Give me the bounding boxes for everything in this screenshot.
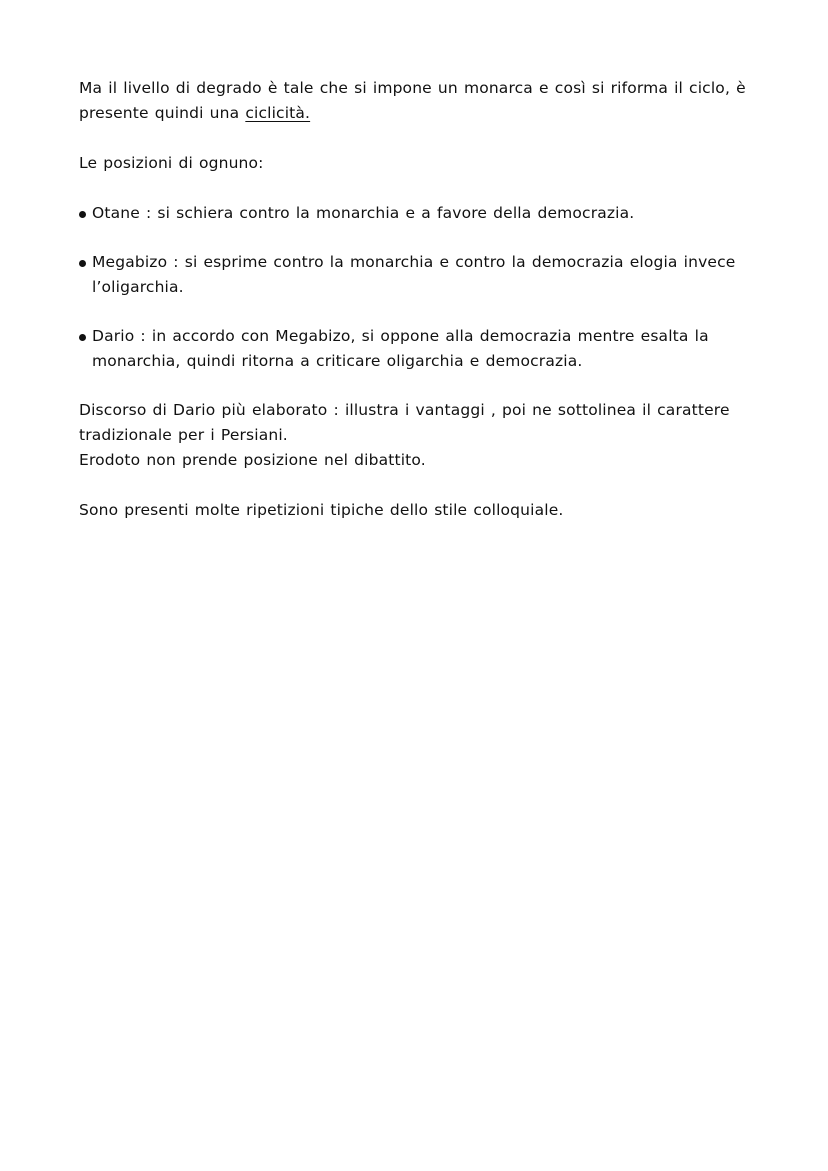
bullet-dot-icon: [79, 334, 86, 341]
list-item-otane: [79, 201, 759, 226]
bullet-dot-icon: [79, 211, 86, 218]
intro-text: Ma il livello di degrado è tale che si impone un monarca e così si riforma il ciclo, è presente quindi una: [79, 79, 746, 122]
list-item-text: Dario : in accordo con Megabizo, si oppone alla democrazia mentre esalta la monarchia, quindi ritorna a criticare oligarchia e democrazia.: [92, 327, 709, 370]
bullet-dot-icon: [79, 260, 86, 267]
repetitions-paragraph: Sono presenti molte ripetizioni tipiche dello stile colloquiale.: [79, 501, 564, 519]
ciclicita-underlined-text: ciclicità.: [245, 104, 311, 122]
list-item-text: Megabizo : si esprime contro la monarchia e contro la democrazia elogia invece l’oligarchia.: [92, 253, 736, 296]
positions-heading: Le posizioni di ognuno:: [79, 154, 264, 172]
document-page: [79, 76, 759, 523]
list-item-megabizo: [79, 250, 759, 300]
herodotus-paragraph: Erodoto non prende posizione nel dibattito.: [79, 451, 426, 469]
list-item-dario: [79, 324, 759, 374]
positions-list: [79, 201, 759, 374]
list-item-text: Otane : si schiera contro la monarchia e a favore della democrazia.: [92, 204, 635, 222]
dario-speech-paragraph: Discorso di Dario più elaborato : illustra i vantaggi , poi ne sottolinea il carattere tradizionale per i Persiani.: [79, 401, 730, 444]
intro-paragraph: [79, 76, 759, 126]
